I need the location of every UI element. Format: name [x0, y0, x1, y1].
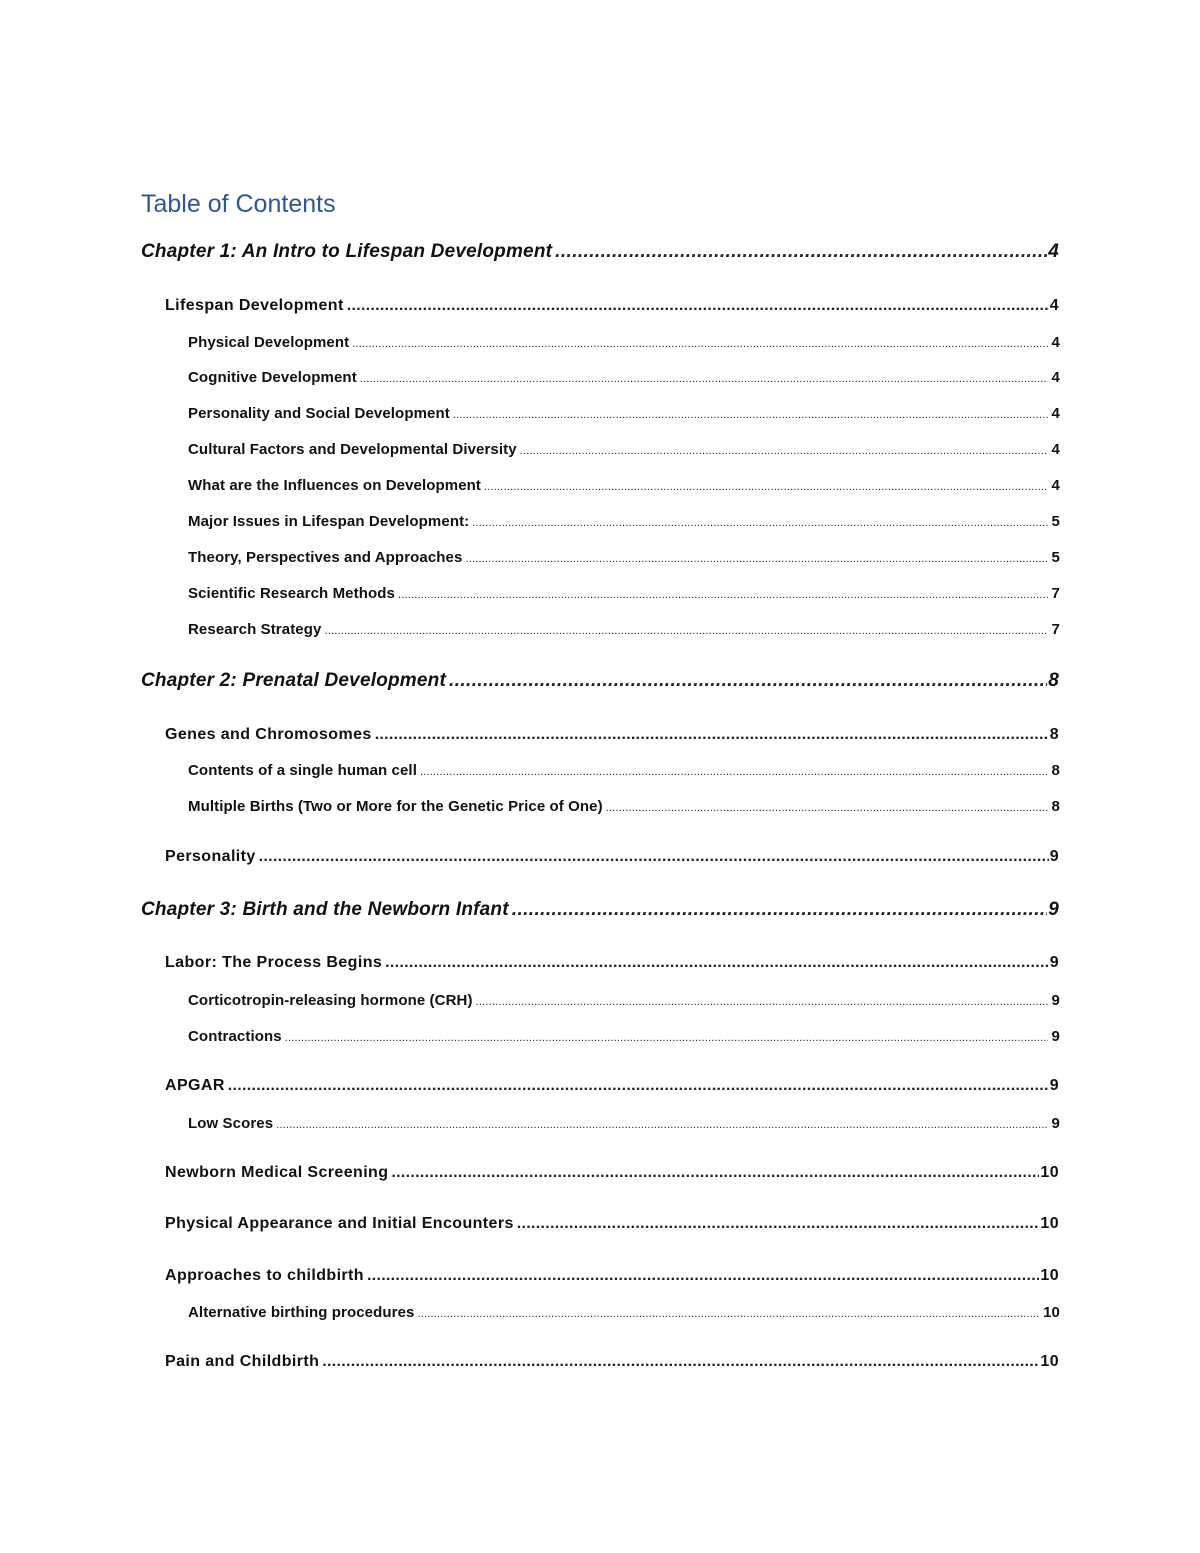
toc-chapter-entry[interactable] [141, 241, 1059, 269]
toc-page-number: 4 [1051, 441, 1060, 458]
toc-subsection-entry[interactable] [188, 621, 1060, 643]
toc-entry-title: Research Strategy [188, 621, 322, 638]
toc-entry-title: Approaches to childbirth [165, 1267, 364, 1284]
toc-section-entry[interactable] [165, 1267, 1059, 1291]
toc-page-number: 8 [1051, 762, 1060, 779]
toc-page-number: 7 [1051, 621, 1060, 638]
toc-dot-leader [555, 241, 1047, 263]
toc-page-number: 9 [1049, 954, 1059, 971]
toc-entry-title: APGAR [165, 1077, 225, 1094]
toc-page-number: 10 [1043, 1304, 1060, 1321]
toc-dot-leader [352, 338, 1047, 350]
toc-section-entry[interactable] [165, 297, 1059, 321]
toc-dot-leader [453, 409, 1048, 421]
toc-entry-title: Chapter 3: Birth and the Newborn Infant [141, 899, 509, 920]
toc-dot-leader [259, 848, 1049, 866]
toc-page-number: 9 [1051, 1028, 1060, 1045]
toc-dot-leader [449, 670, 1047, 692]
toc-entry-title: Genes and Chromosomes [165, 726, 372, 743]
toc-dot-leader [324, 625, 1047, 637]
toc-entry-title: Cultural Factors and Developmental Diversity [188, 441, 517, 458]
toc-entry-title: Lifespan Development [165, 297, 344, 314]
toc-dot-leader [398, 589, 1048, 601]
toc-dot-leader [385, 954, 1049, 972]
toc-dot-leader [476, 996, 1048, 1008]
toc-page-number: 4 [1049, 297, 1059, 314]
toc-section-entry[interactable] [165, 1215, 1059, 1239]
toc-entry-title: Personality [165, 848, 256, 865]
toc-page-number: 10 [1040, 1215, 1059, 1232]
toc-dot-leader [484, 481, 1048, 493]
toc-page-number: 10 [1040, 1164, 1059, 1181]
toc-entry-title: Physical Development [188, 334, 350, 351]
toc-subsection-entry[interactable] [188, 1115, 1060, 1137]
toc-subsection-entry[interactable] [188, 513, 1060, 535]
toc-subsection-entry[interactable] [188, 798, 1060, 820]
toc-chapter-entry[interactable] [141, 670, 1059, 698]
toc-page-number: 9 [1049, 1077, 1059, 1094]
toc-page-number: 4 [1048, 241, 1059, 262]
toc-chapter-entry[interactable] [141, 899, 1059, 927]
toc-entry-title: Contents of a single human cell [188, 762, 417, 779]
toc-dot-leader [391, 1164, 1039, 1182]
toc-page-number: 8 [1048, 670, 1059, 691]
toc-dot-leader [520, 445, 1048, 457]
toc-entry-title: Alternative birthing procedures [188, 1304, 415, 1321]
toc-page-number: 9 [1051, 992, 1060, 1009]
toc-subsection-entry[interactable] [188, 549, 1060, 571]
toc-page-number: 4 [1051, 405, 1060, 422]
toc-dot-leader [322, 1353, 1039, 1371]
toc-section-entry[interactable] [165, 848, 1059, 872]
toc-subsection-entry[interactable] [188, 369, 1060, 391]
toc-subsection-entry[interactable] [188, 1028, 1060, 1050]
toc-page-number: 4 [1051, 477, 1060, 494]
toc-subsection-entry[interactable] [188, 992, 1060, 1014]
toc-subsection-entry[interactable] [188, 405, 1060, 427]
toc-section-entry[interactable] [165, 1353, 1059, 1377]
toc-entry-title: Theory, Perspectives and Approaches [188, 549, 463, 566]
toc-entry-title: Newborn Medical Screening [165, 1164, 389, 1181]
toc-entry-title: Multiple Births (Two or More for the Genetic Price of One) [188, 798, 603, 815]
toc-page-number: 8 [1051, 798, 1060, 815]
toc-dot-leader [472, 517, 1047, 529]
toc-dot-leader [417, 1308, 1039, 1320]
toc-heading: Table of Contents [141, 190, 336, 218]
toc-page-number: 10 [1040, 1353, 1059, 1370]
toc-page-number: 8 [1049, 726, 1059, 743]
toc-entry-title: Scientific Research Methods [188, 585, 395, 602]
toc-page-number: 9 [1048, 899, 1059, 920]
toc-dot-leader [420, 766, 1048, 778]
toc-subsection-entry[interactable] [188, 585, 1060, 607]
toc-page-number: 10 [1040, 1267, 1059, 1284]
toc-subsection-entry[interactable] [188, 1304, 1060, 1326]
toc-entry-title: Low Scores [188, 1115, 274, 1132]
toc-dot-leader [276, 1119, 1047, 1131]
toc-entry-title: Chapter 2: Prenatal Development [141, 670, 447, 691]
toc-dot-leader [465, 553, 1047, 565]
toc-section-entry[interactable] [165, 1164, 1059, 1188]
toc-page-number: 9 [1049, 848, 1059, 865]
toc-page-number: 5 [1051, 513, 1060, 530]
toc-section-entry[interactable] [165, 954, 1059, 978]
toc-subsection-entry[interactable] [188, 762, 1060, 784]
toc-dot-leader [285, 1032, 1048, 1044]
toc-entry-title: Chapter 1: An Intro to Lifespan Development [141, 241, 553, 262]
toc-subsection-entry[interactable] [188, 477, 1060, 499]
toc-entry-title: Corticotropin-releasing hormone (CRH) [188, 992, 473, 1009]
toc-subsection-entry[interactable] [188, 441, 1060, 463]
toc-entry-title: Cognitive Development [188, 369, 357, 386]
toc-page-number: 4 [1051, 334, 1060, 351]
toc-entry-title: Labor: The Process Begins [165, 954, 383, 971]
toc-dot-leader [367, 1267, 1039, 1285]
toc-dot-leader [360, 373, 1048, 385]
toc-dot-leader [606, 802, 1048, 814]
toc-page-number: 4 [1051, 369, 1060, 386]
toc-dot-leader [517, 1215, 1040, 1233]
toc-section-entry[interactable] [165, 726, 1059, 750]
toc-dot-leader [512, 899, 1047, 921]
toc-subsection-entry[interactable] [188, 334, 1060, 356]
toc-entry-title: Pain and Childbirth [165, 1353, 320, 1370]
toc-section-entry[interactable] [165, 1077, 1059, 1101]
toc-page-number: 9 [1051, 1115, 1060, 1132]
toc-page-number: 5 [1051, 549, 1060, 566]
toc-entry-title: Major Issues in Lifespan Development: [188, 513, 470, 530]
toc-entry-title: What are the Influences on Development [188, 477, 482, 494]
toc-page-number: 7 [1051, 585, 1060, 602]
toc-dot-leader [375, 726, 1049, 744]
toc-dot-leader [347, 297, 1049, 315]
toc-entry-title: Physical Appearance and Initial Encounters [165, 1215, 514, 1232]
toc-entry-title: Personality and Social Development [188, 405, 450, 422]
toc-entry-title: Contractions [188, 1028, 282, 1045]
toc-dot-leader [228, 1077, 1049, 1095]
